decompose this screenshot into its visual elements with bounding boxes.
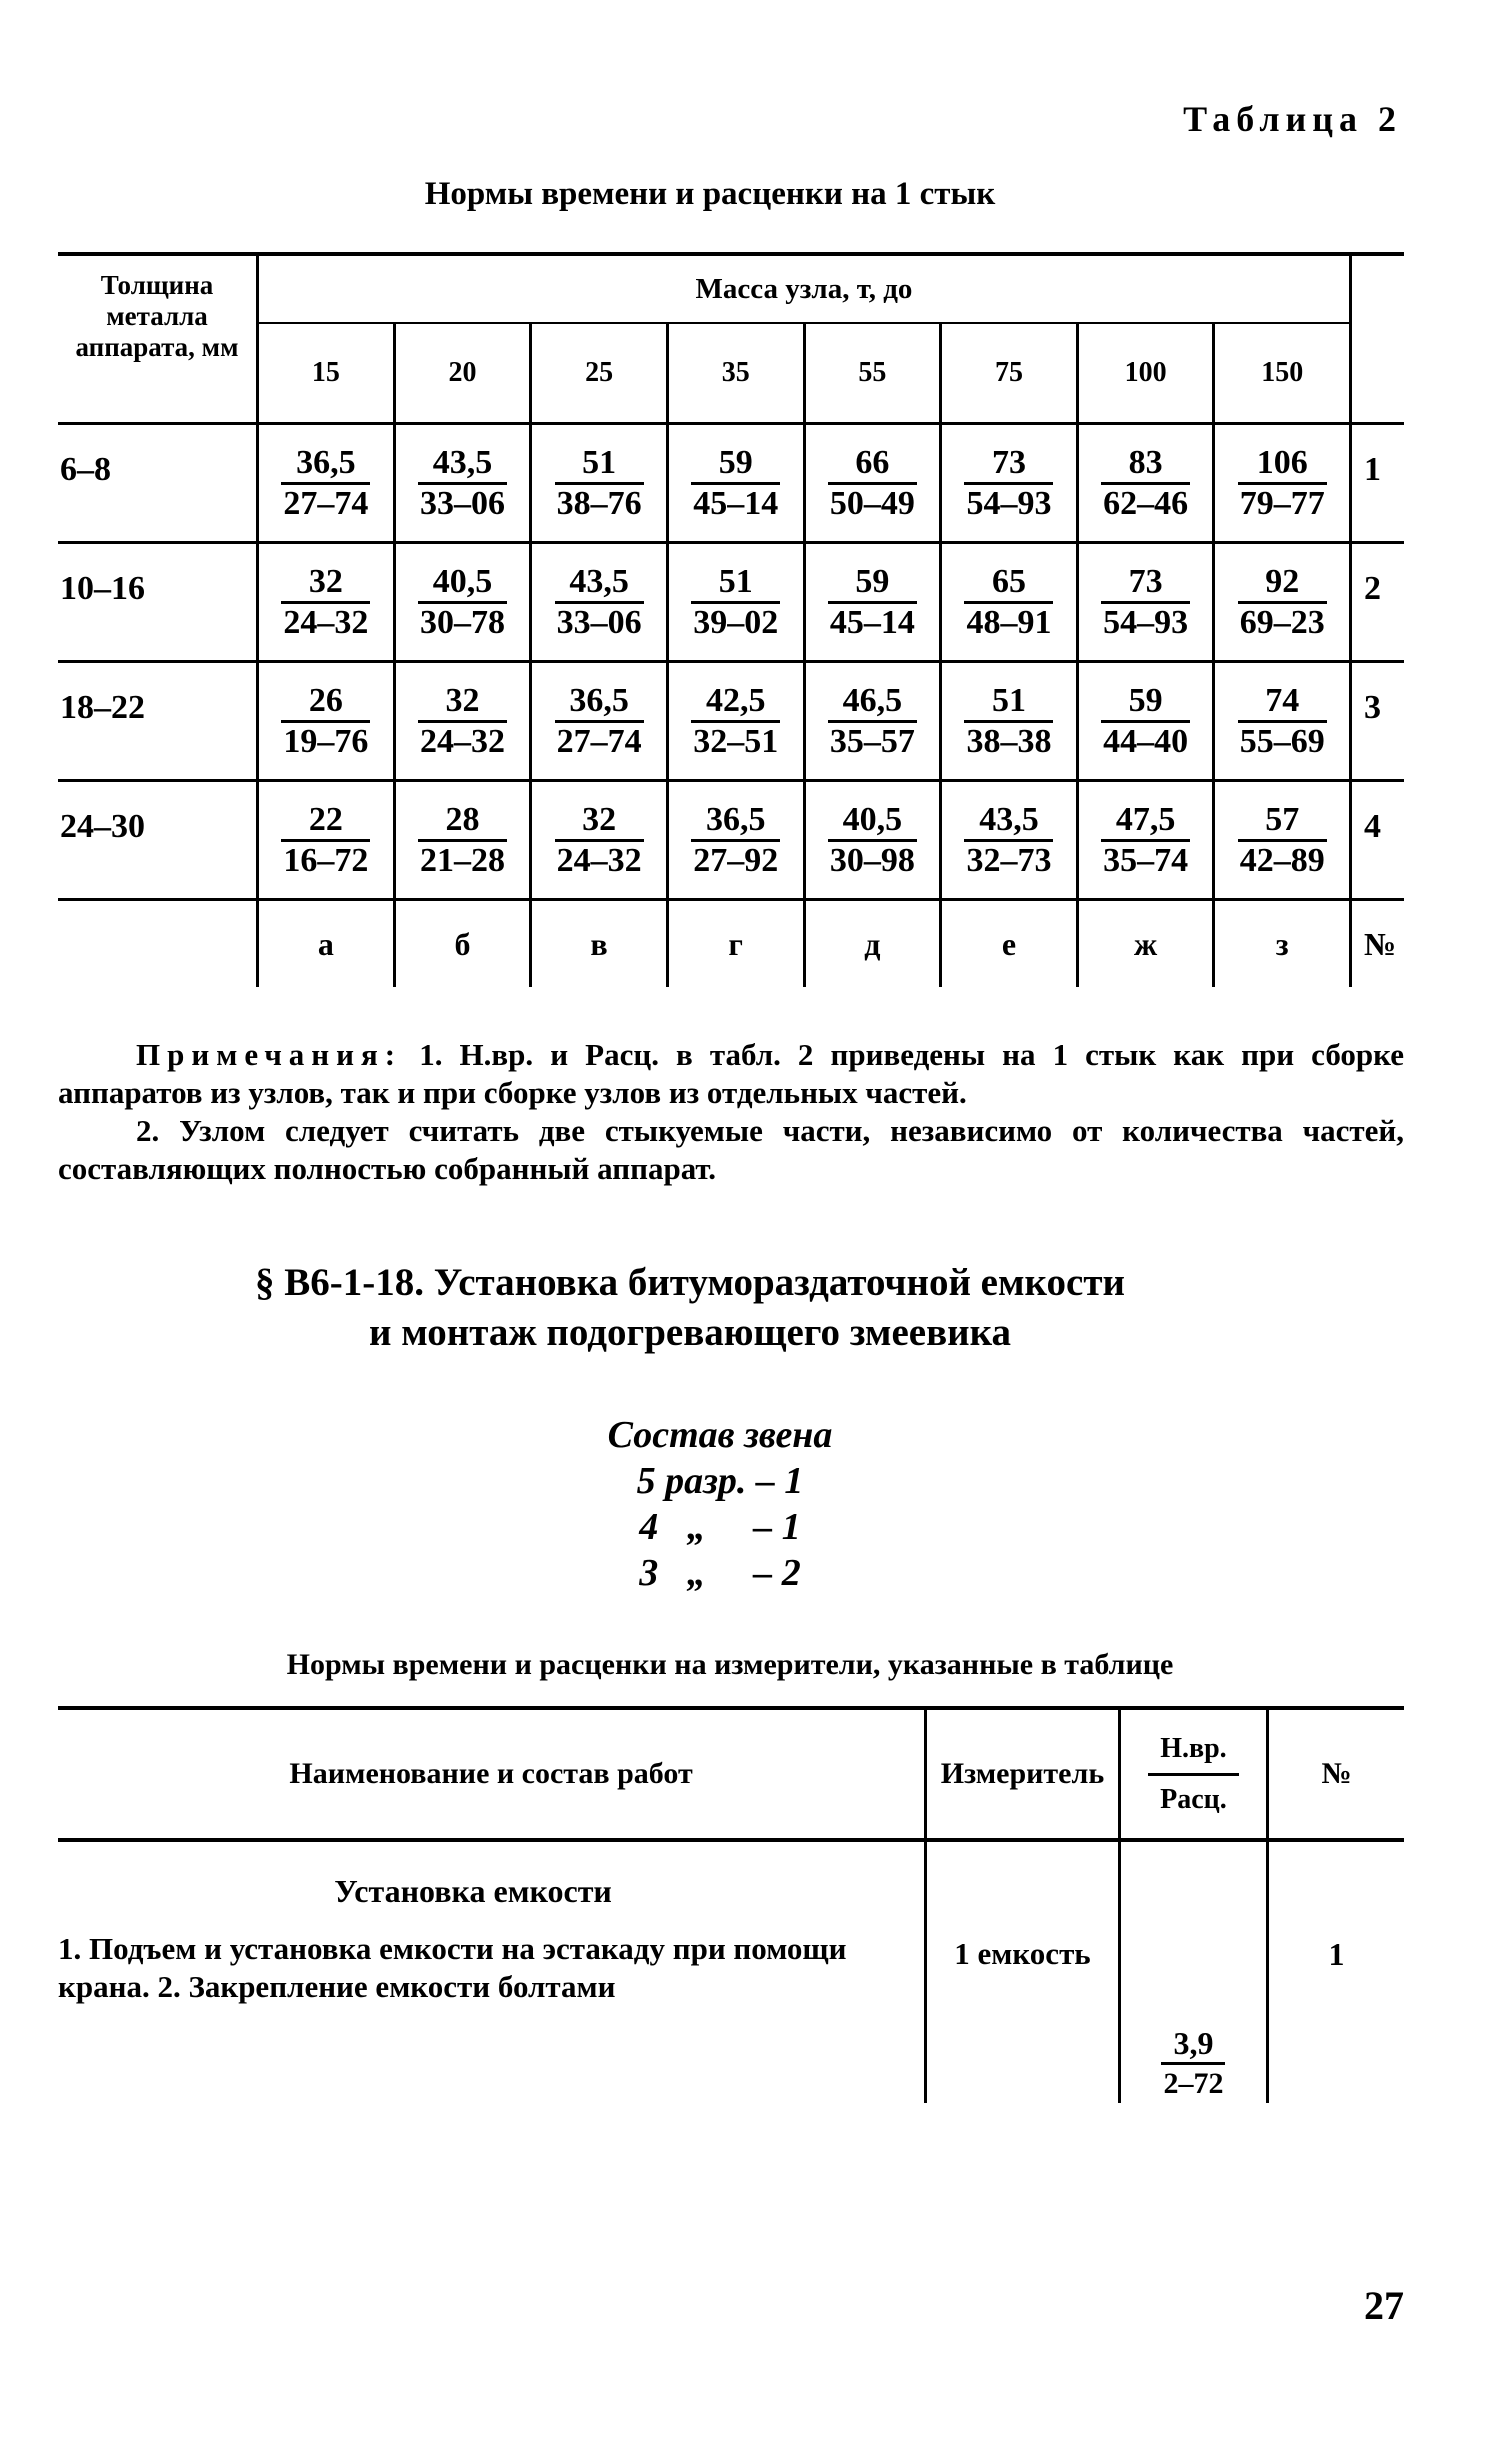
- nvr-cell: [1119, 1840, 1267, 2103]
- nvr-value: 43,5: [964, 801, 1053, 842]
- norm-cell: [804, 662, 941, 781]
- rasc-value: 16–72: [283, 841, 369, 879]
- nvr-value: 73: [964, 444, 1053, 485]
- nvr-value: 36,5: [281, 444, 370, 485]
- norm-cell: [1214, 781, 1351, 900]
- norm-cell: [394, 424, 531, 543]
- measure-cell: 1 емкость: [926, 1840, 1120, 2103]
- norm-cell: [1214, 662, 1351, 781]
- rasc-value: 79–77: [1239, 484, 1325, 522]
- rasc-value: 27–92: [693, 841, 779, 879]
- nvr-value: 51: [964, 682, 1053, 723]
- letter-cell: ж: [1077, 900, 1214, 988]
- note-1-text: 1. Н.вр. и Расц. в табл. 2 приведены на 1 стык как при сборке аппаратов из узлов, так и при сборке узлов из отдельных частей.: [58, 1037, 1405, 1110]
- rasc-value: 27–74: [283, 484, 369, 522]
- col-nvr-header: [1119, 1708, 1267, 1840]
- rasc-value: 39–02: [693, 603, 779, 641]
- mass-col-35: 35: [667, 323, 804, 424]
- norm-cell: [394, 781, 531, 900]
- rasc-value: 30–78: [419, 603, 505, 641]
- mass-col-25: 25: [531, 323, 668, 424]
- norm-cell: [1077, 662, 1214, 781]
- letter-cell: а: [258, 900, 395, 988]
- letter-cell: з: [1214, 900, 1351, 988]
- num-symbol: №: [1364, 925, 1397, 962]
- mass-col-15: 15: [258, 323, 395, 424]
- norm-cell: [258, 662, 395, 781]
- rasc-value: 32–51: [693, 722, 779, 760]
- mass-col-20: 20: [394, 323, 531, 424]
- norm-cell: [394, 543, 531, 662]
- norm-cell: [258, 781, 395, 900]
- crew-row: 3 „ – 2: [639, 1552, 801, 1594]
- rasc-value: 38–76: [556, 484, 642, 522]
- table1-title: Нормы времени и расценки на 1 стык: [424, 176, 996, 212]
- nvr-value: 59: [828, 563, 917, 604]
- norm-cell: [1077, 424, 1214, 543]
- row-number: 1: [1328, 1936, 1345, 1972]
- norm-cell: [667, 662, 804, 781]
- nvr-value: 66: [828, 444, 917, 485]
- rasc-value: 24–32: [283, 603, 369, 641]
- rasc-value: 35–74: [1103, 841, 1189, 879]
- nvr-value: 59: [691, 444, 780, 485]
- rasc-value: 27–74: [556, 722, 642, 760]
- norm-cell: [667, 781, 804, 900]
- norm-cell: [531, 543, 668, 662]
- norm-cell: [394, 662, 531, 781]
- work-cell: [58, 1840, 926, 2103]
- table-row: [58, 424, 1404, 543]
- rasc-value: 62–46: [1103, 484, 1189, 522]
- nvr-value: 3,9: [1161, 1930, 1225, 2065]
- section-line-1: § В6-1-18. Установка битумораздаточной емкости: [255, 1261, 1125, 1304]
- mass-col-75: 75: [941, 323, 1078, 424]
- nvr-value: 40,5: [418, 563, 507, 604]
- nvr-value: 65: [964, 563, 1053, 604]
- rasc-value: 50–49: [829, 484, 915, 522]
- crew-row: 5 разр. – 1: [636, 1460, 804, 1502]
- rasc-value: 54–93: [1103, 603, 1189, 641]
- nvr-value: 32: [418, 682, 507, 723]
- letter-cell: е: [941, 900, 1078, 988]
- nvr-value: 43,5: [418, 444, 507, 485]
- table-row: [58, 781, 1404, 900]
- notes: [58, 1036, 1404, 1188]
- norms-table-1: [58, 252, 1404, 987]
- norm-cell: [1077, 781, 1214, 900]
- letters-row: [58, 900, 1404, 988]
- table-row: [58, 662, 1404, 781]
- rasc-value: 19–76: [283, 722, 369, 760]
- mass-header: Масса узла, т, до: [258, 254, 1351, 323]
- rasc-value: 24–32: [419, 722, 505, 760]
- row-number: 4: [1351, 781, 1405, 900]
- table-row: [58, 543, 1404, 662]
- rasc-value: 35–57: [829, 722, 915, 760]
- col-work-header: Наименование и состав работ: [58, 1708, 926, 1840]
- nvr-value: 83: [1101, 444, 1190, 485]
- note-2: 2. Узлом следует считать две стыкуемые части, независимо от количества частей, составляющих полностью собранный аппарат.: [58, 1113, 1404, 1186]
- rasc-value: 55–69: [1239, 722, 1325, 760]
- notes-label: Примечания:: [136, 1037, 403, 1072]
- rasc-value: 48–91: [966, 603, 1052, 641]
- work-subhead: Установка емкости: [334, 1873, 612, 1909]
- norm-cell: [804, 424, 941, 543]
- nvr-value: 36,5: [555, 682, 644, 723]
- nvr-value: 22: [281, 801, 370, 842]
- rasc-value: 45–14: [829, 603, 915, 641]
- rasc-value: 42–89: [1239, 841, 1325, 879]
- nvr-value: 92: [1238, 563, 1327, 604]
- work-text: 1. Подъем и установка емкости на эстакаду при помощи крана. 2. Закрепление емкости болтами: [58, 1931, 847, 2004]
- table2-title: Нормы времени и расценки на измерители, указанные в таблице: [286, 1648, 1174, 1681]
- rasc-label: Расц.: [1160, 1783, 1227, 1815]
- nvr-value: 59: [1101, 682, 1190, 723]
- mass-col-150: 150: [1214, 323, 1351, 424]
- nvr-value: 57: [1238, 801, 1327, 842]
- rasc-value: 54–93: [966, 484, 1052, 522]
- crew-block: [540, 1412, 900, 1596]
- rasc-value: 69–23: [1239, 603, 1325, 641]
- section-heading: [80, 1258, 1300, 1358]
- norm-cell: [258, 424, 395, 543]
- norm-cell: [667, 424, 804, 543]
- note-1: [58, 1036, 1404, 1112]
- nvr-value: 28: [418, 801, 507, 842]
- rasc-value: 24–32: [556, 841, 642, 879]
- thickness-cell: 18–22: [58, 662, 258, 781]
- norm-cell: [941, 662, 1078, 781]
- norm-cell: [1077, 543, 1214, 662]
- nvr-value: 106: [1238, 444, 1327, 485]
- thickness-cell: 24–30: [58, 781, 258, 900]
- nvr-value: 74: [1238, 682, 1327, 723]
- row-number: 1: [1351, 424, 1405, 543]
- norm-cell: [941, 543, 1078, 662]
- norm-cell: [667, 543, 804, 662]
- letter-cell: в: [531, 900, 668, 988]
- rasc-value: 2–72: [1163, 2067, 1224, 2100]
- mass-col-55: 55: [804, 323, 941, 424]
- letter-cell: б: [394, 900, 531, 988]
- mass-col-100: 100: [1077, 323, 1214, 424]
- crew-title: Состав звена: [607, 1414, 833, 1456]
- rasc-value: 38–38: [966, 722, 1052, 760]
- norm-cell: [531, 781, 668, 900]
- nvr-value: 40,5: [828, 801, 917, 842]
- norm-cell: [804, 781, 941, 900]
- header-blank: [1351, 254, 1405, 424]
- nvr-value: 46,5: [828, 682, 917, 723]
- row-number: 3: [1351, 662, 1405, 781]
- nvr-label: Н.вр.: [1148, 1725, 1238, 1776]
- rasc-value: 30–98: [829, 841, 915, 879]
- norm-cell: [1214, 543, 1351, 662]
- nvr-value: 43,5: [555, 563, 644, 604]
- page-number: 27: [1364, 2283, 1404, 2328]
- nvr-value: 51: [555, 444, 644, 485]
- nvr-value: 73: [1101, 563, 1190, 604]
- thickness-header: Толщина металла аппарата, мм: [58, 254, 258, 424]
- nvr-value: 32: [555, 801, 644, 842]
- letter-cell: д: [804, 900, 941, 988]
- row-number: 2: [1351, 543, 1405, 662]
- col-measure-header: Измеритель: [926, 1708, 1120, 1840]
- norm-cell: [941, 781, 1078, 900]
- table-caption: Таблица 2: [1183, 99, 1402, 139]
- norm-cell: [531, 424, 668, 543]
- norm-cell: [1214, 424, 1351, 543]
- thickness-cell: 10–16: [58, 543, 258, 662]
- rasc-value: 33–06: [556, 603, 642, 641]
- norm-cell: [804, 543, 941, 662]
- thickness-cell: 6–8: [58, 424, 258, 543]
- nvr-value: 47,5: [1101, 801, 1190, 842]
- rasc-value: 21–28: [419, 841, 505, 879]
- nvr-value: 42,5: [691, 682, 780, 723]
- section-line-2: и монтаж подогревающего змеевика: [369, 1311, 1011, 1354]
- rasc-value: 44–40: [1103, 722, 1189, 760]
- crew-row: 4 „ – 1: [639, 1506, 801, 1548]
- col-num-header: №: [1268, 1708, 1404, 1840]
- nvr-value: 32: [281, 563, 370, 604]
- letter-cell: г: [667, 900, 804, 988]
- norm-cell: [531, 662, 668, 781]
- norm-cell: [258, 543, 395, 662]
- norms-table-2: [58, 1706, 1404, 2103]
- norm-cell: [941, 424, 1078, 543]
- nvr-value: 26: [281, 682, 370, 723]
- rasc-value: 45–14: [693, 484, 779, 522]
- nvr-value: 51: [691, 563, 780, 604]
- rasc-value: 32–73: [966, 841, 1052, 879]
- nvr-value: 36,5: [691, 801, 780, 842]
- rasc-value: 33–06: [419, 484, 505, 522]
